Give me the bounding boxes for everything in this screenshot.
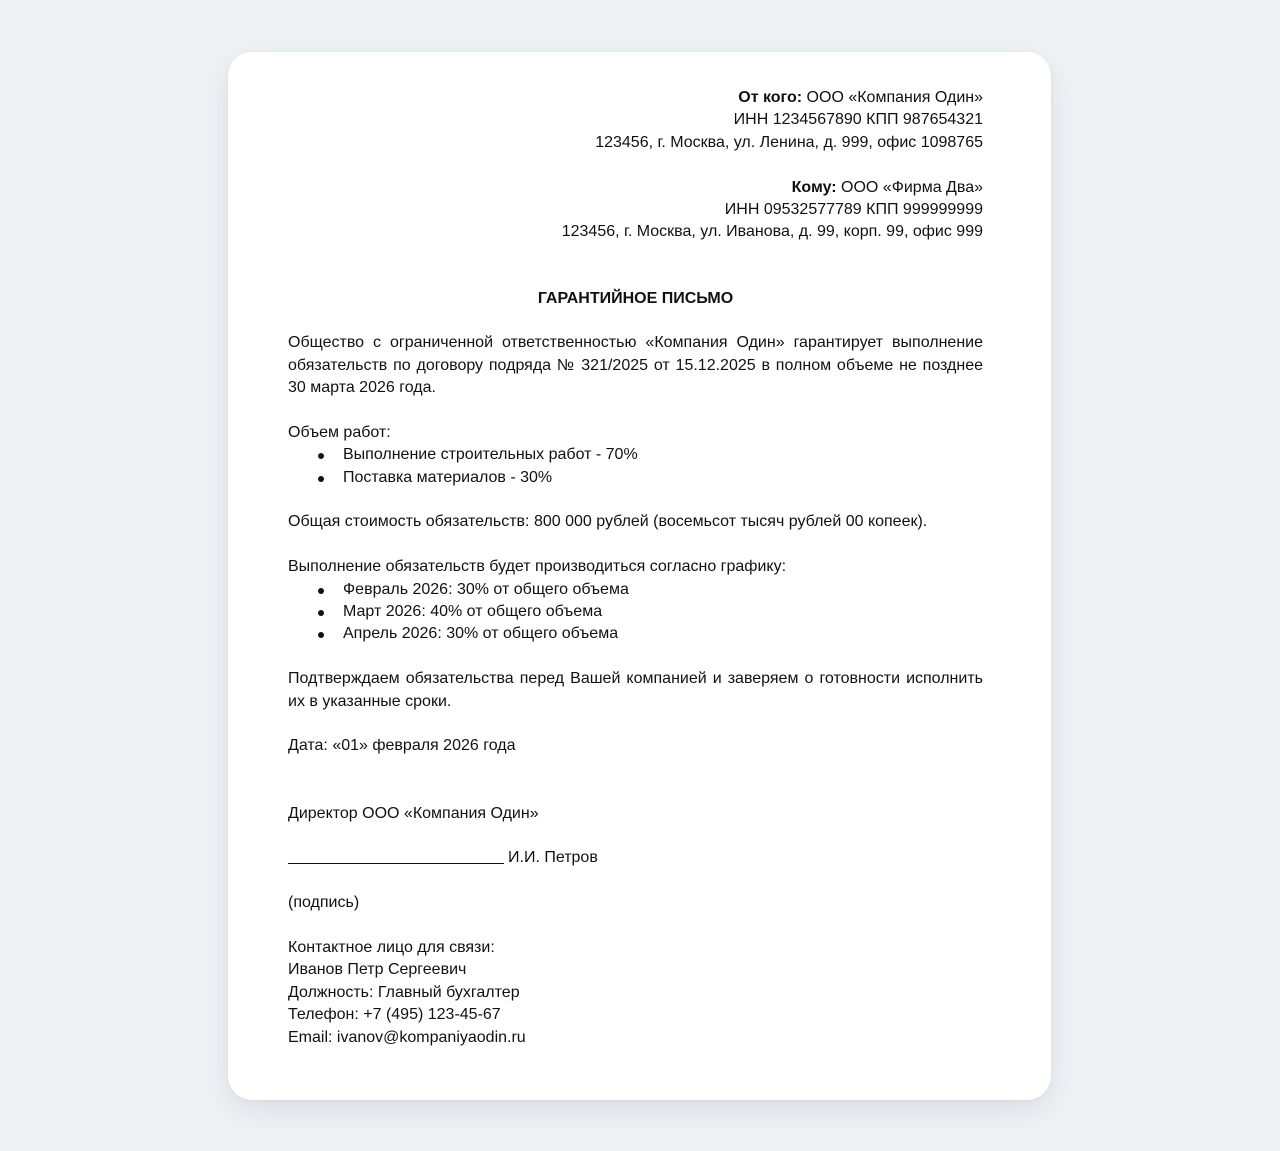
sender-label: От кого: bbox=[738, 89, 803, 106]
letter-page bbox=[228, 52, 1051, 1100]
signature-caption: (подпись) bbox=[288, 894, 360, 912]
list-item-text: Февраль 2026: 30% от общего объема bbox=[343, 580, 629, 598]
list-item-text: Март 2026: 40% от общего объема bbox=[343, 603, 603, 621]
sender-name: ООО «Компания Один» bbox=[802, 89, 983, 106]
contact-position: Должность: Главный бухгалтер bbox=[288, 983, 520, 1001]
list-item bbox=[288, 579, 983, 601]
scope-heading: Объем работ: bbox=[288, 423, 391, 441]
recipient-ids: ИНН 09532577789 КПП 999999999 bbox=[724, 201, 983, 219]
signature-blank bbox=[288, 847, 504, 864]
contact-phone: Телефон: +7 (495) 123-45-67 bbox=[288, 1006, 501, 1024]
bullet-icon bbox=[318, 632, 324, 638]
signatory-position: Директор ООО «Компания Один» bbox=[288, 804, 539, 822]
bullet-icon bbox=[318, 453, 324, 459]
recipient-label: Кому: bbox=[791, 178, 837, 196]
list-item-text: Апрель 2026: 30% от общего объема bbox=[343, 625, 619, 643]
signature-line bbox=[288, 847, 983, 869]
recipient-line bbox=[288, 177, 983, 199]
schedule-list bbox=[288, 579, 983, 646]
bullet-icon bbox=[318, 476, 324, 482]
list-item-text: Поставка материалов - 30% bbox=[343, 468, 553, 486]
letter-date: Дата: «01» февраля 2026 года bbox=[288, 737, 516, 755]
list-item bbox=[288, 467, 983, 489]
bullet-icon bbox=[318, 588, 324, 594]
schedule-heading: Выполнение обязательств будет производиться согласно графику: bbox=[288, 558, 787, 576]
list-item-text: Выполнение строительных работ - 70% bbox=[343, 446, 638, 464]
total-cost: Общая стоимость обязательств: 800 000 рублей (восемьсот тысяч рублей 00 копеек). bbox=[288, 513, 928, 531]
sender-ids: ИНН 1234567890 КПП 987654321 bbox=[733, 111, 983, 129]
scope-list bbox=[288, 444, 983, 489]
sender-block bbox=[288, 87, 983, 154]
recipient-name: ООО «Фирма Два» bbox=[836, 178, 983, 196]
signatory-name: И.И. Петров bbox=[508, 849, 598, 867]
sender-address: 123456, г. Москва, ул. Ленина, д. 999, офис 1098765 bbox=[595, 133, 983, 151]
contact-block bbox=[288, 937, 983, 1049]
recipient-address: 123456, г. Москва, ул. Иванова, д. 99, корп. 99, офис 999 bbox=[561, 223, 983, 241]
list-item bbox=[288, 601, 983, 623]
contact-heading: Контактное лицо для связи: bbox=[288, 939, 495, 957]
list-item bbox=[288, 623, 983, 645]
list-item bbox=[288, 444, 983, 466]
recipient-block bbox=[288, 177, 983, 244]
intro-paragraph: Общество с ограниченной ответственностью «Компания Один» гарантирует выполнение обязательств по договору подряда № 321/2025 от 15.12.2025 в полном объеме не позднее 30 марта 2026 года. bbox=[288, 334, 983, 397]
contact-email: Email: ivanov@kompaniyaodin.ru bbox=[288, 1028, 526, 1046]
contact-name: Иванов Петр Сергеевич bbox=[288, 961, 467, 979]
confirmation-paragraph: Подтверждаем обязательства перед Вашей компанией и заверяем о готовности исполнить их в указанные сроки. bbox=[288, 670, 983, 710]
document-title: ГАРАНТИЙНОЕ ПИСЬМО bbox=[537, 289, 734, 307]
sender-line bbox=[288, 87, 983, 109]
bullet-icon bbox=[318, 610, 324, 616]
